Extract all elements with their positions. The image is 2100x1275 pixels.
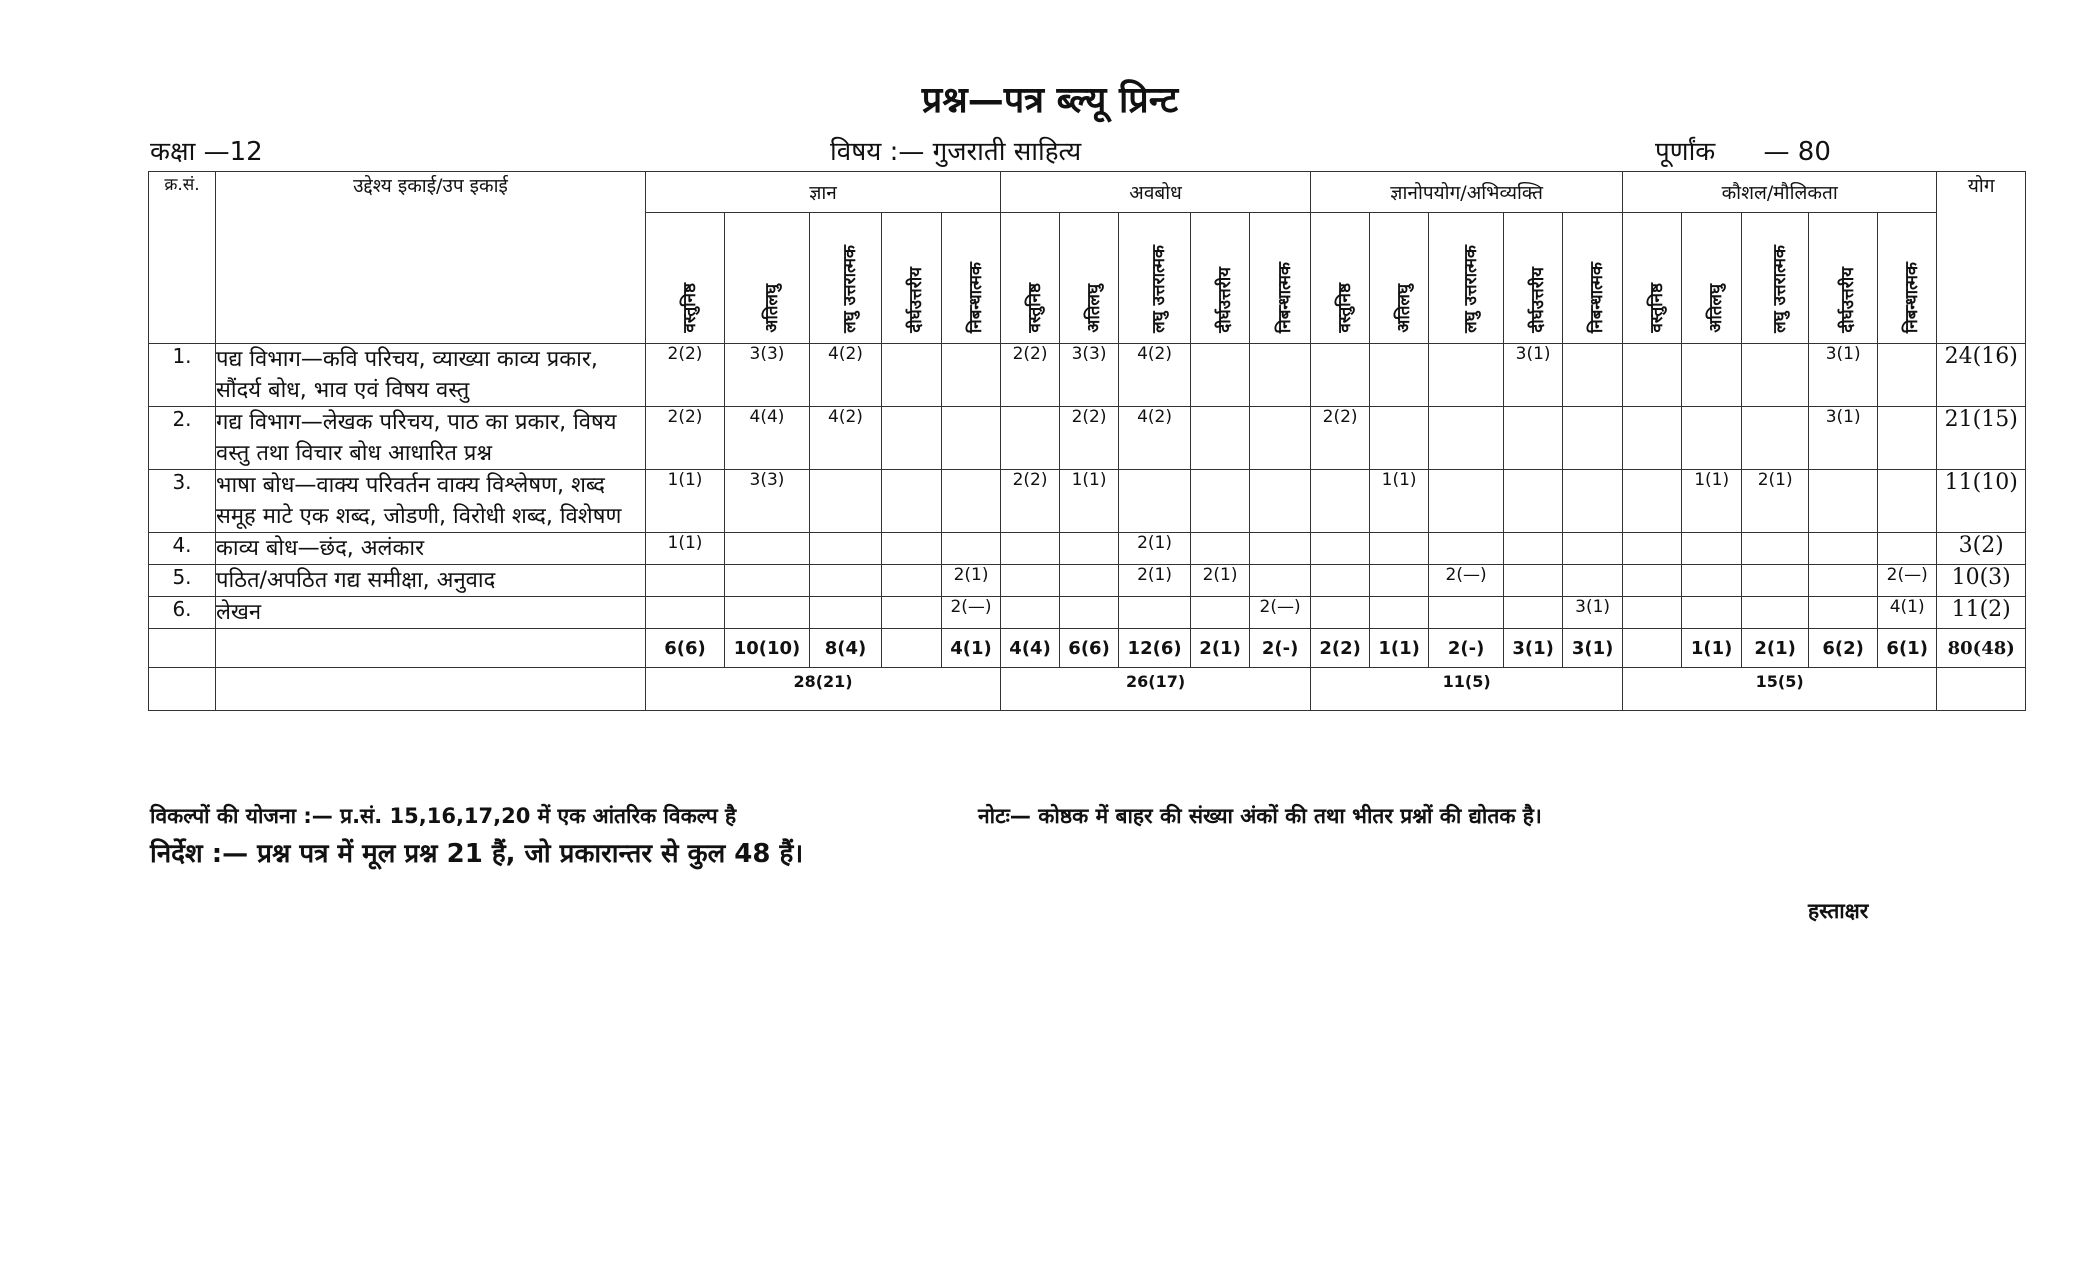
column-total: 1(1) [1682, 629, 1742, 668]
column-total: 2(1) [1191, 629, 1250, 668]
group-total: 11(5) [1311, 668, 1623, 711]
subcolumn-header [1623, 213, 1682, 344]
group-header-knowledge: ज्ञान [646, 172, 1001, 213]
marks-cell [1682, 565, 1742, 597]
marks-cell: 4(1) [1878, 597, 1937, 629]
marks-cell [1563, 407, 1623, 470]
marks-cell [1001, 533, 1060, 565]
subcolumn-label: अतिलघु [1393, 284, 1414, 333]
column-total [882, 629, 942, 668]
subcolumn-label: लघु उत्तरात्मक [1769, 245, 1790, 333]
subcolumn-header [1250, 213, 1311, 344]
subcolumn-label: दीर्घउत्तरीय [1837, 267, 1858, 333]
group-header-skill: कौशल/मौलिकता [1623, 172, 1937, 213]
row-serial: 2. [149, 407, 216, 470]
marks-cell [1682, 344, 1742, 407]
marks-cell [1060, 533, 1119, 565]
marks-cell [942, 533, 1001, 565]
full-marks [1655, 132, 1831, 168]
column-total: 6(1) [1878, 629, 1937, 668]
marks-cell: 2(—) [1250, 597, 1311, 629]
marks-cell [1623, 344, 1682, 407]
column-total: 1(1) [1370, 629, 1429, 668]
marks-cell [725, 565, 810, 597]
marks-cell [882, 470, 942, 533]
marks-cell [810, 533, 882, 565]
subcolumn-header [1878, 213, 1937, 344]
row-serial: 3. [149, 470, 216, 533]
total-header: योग [1937, 172, 2026, 344]
marks-cell [1191, 597, 1250, 629]
marks-cell [1250, 565, 1311, 597]
totals-blank [216, 629, 646, 668]
marks-cell: 1(1) [646, 470, 725, 533]
subcolumn-header [1191, 213, 1250, 344]
marks-cell [942, 407, 1001, 470]
column-total: 2(-) [1429, 629, 1504, 668]
subcolumn-header [882, 213, 942, 344]
marks-cell [1878, 344, 1937, 407]
marks-cell [1809, 470, 1878, 533]
marks-cell [810, 470, 882, 533]
column-total: 4(1) [942, 629, 1001, 668]
marks-cell [1809, 565, 1878, 597]
marks-cell [1504, 597, 1563, 629]
marks-cell [882, 533, 942, 565]
marks-cell: 2(2) [1311, 407, 1370, 470]
options-note: विकल्पों की योजना :— प्र.सं. 15,16,17,20 में एक आंतरिक विकल्प है [150, 804, 737, 828]
row-unit: लेखन [216, 597, 646, 629]
marks-cell [1001, 565, 1060, 597]
group-total: 15(5) [1623, 668, 1937, 711]
row-serial: 1. [149, 344, 216, 407]
marks-cell [810, 597, 882, 629]
marks-cell [942, 470, 1001, 533]
marks-cell [1311, 470, 1370, 533]
marks-cell: 3(3) [725, 470, 810, 533]
group-totals-blank [216, 668, 646, 711]
column-total: 6(2) [1809, 629, 1878, 668]
marks-cell [646, 597, 725, 629]
marks-cell [1504, 565, 1563, 597]
subcolumn-label: निबन्धात्मक [1274, 261, 1295, 333]
marks-cell [942, 344, 1001, 407]
marks-cell [1809, 533, 1878, 565]
marks-cell: 1(1) [646, 533, 725, 565]
marks-cell: 3(1) [1809, 407, 1878, 470]
marks-cell [1878, 470, 1937, 533]
table-row [149, 533, 2026, 565]
marks-cell [1742, 565, 1809, 597]
table-row [149, 407, 2026, 470]
marks-cell [1119, 470, 1191, 533]
subcolumn-header [1682, 213, 1742, 344]
table-row [149, 597, 2026, 629]
subcolumn-label: वस्तुनिष्ठ [1024, 283, 1045, 333]
column-total: 3(1) [1504, 629, 1563, 668]
marks-cell [1742, 344, 1809, 407]
marks-cell: 1(1) [1682, 470, 1742, 533]
blueprint-table [148, 171, 2026, 711]
group-totals-blank [1937, 668, 2026, 711]
full-marks-label: पूर्णांक [1655, 137, 1716, 167]
marks-cell [1563, 533, 1623, 565]
marks-cell [882, 597, 942, 629]
marks-cell: 4(2) [810, 407, 882, 470]
marks-cell [1682, 597, 1742, 629]
subcolumn-header [1563, 213, 1623, 344]
marks-cell [1311, 597, 1370, 629]
marks-cell [1623, 470, 1682, 533]
marks-cell [810, 565, 882, 597]
marks-cell [1623, 565, 1682, 597]
marks-cell [1429, 597, 1504, 629]
marks-cell [1563, 344, 1623, 407]
marks-cell: 2(1) [1742, 470, 1809, 533]
row-unit: गद्य विभाग—लेखक परिचय, पाठ का प्रकार, विषय वस्तु तथा विचार बोध आधारित प्रश्न [216, 407, 646, 470]
marks-cell [1311, 533, 1370, 565]
marks-cell [1370, 344, 1429, 407]
marks-cell [1429, 470, 1504, 533]
marks-cell [1191, 533, 1250, 565]
signature-label: हस्ताक्षर [1808, 899, 1869, 923]
marks-cell: 4(2) [1119, 407, 1191, 470]
subject-label: विषय :— गुजराती साहित्य [830, 137, 1082, 167]
marks-cell: 3(1) [1504, 344, 1563, 407]
group-total: 28(21) [646, 668, 1001, 711]
column-total: 4(4) [1001, 629, 1060, 668]
marks-cell [1742, 407, 1809, 470]
row-serial: 5. [149, 565, 216, 597]
class-label: कक्षा —12 [150, 137, 263, 167]
marks-cell [1191, 344, 1250, 407]
table-row [149, 470, 2026, 533]
marks-cell [1250, 344, 1311, 407]
totals-row [149, 629, 2026, 668]
marks-cell [1429, 407, 1504, 470]
group-header-understanding: अवबोध [1001, 172, 1311, 213]
column-total: 2(2) [1311, 629, 1370, 668]
marks-cell [1878, 407, 1937, 470]
marks-cell: 3(1) [1809, 344, 1878, 407]
marks-cell: 2(2) [1060, 407, 1119, 470]
subcolumn-label: अतिलघु [761, 284, 782, 333]
direction-note: निर्देश :— प्रश्न पत्र में मूल प्रश्न 21 हैं, जो प्रकारान्तर से कुल 48 हैं। [150, 839, 804, 869]
marks-cell: 2(—) [1878, 565, 1937, 597]
subcolumn-header [646, 213, 725, 344]
subcolumn-header [1742, 213, 1809, 344]
subcolumn-header [1504, 213, 1563, 344]
subcolumn-header [1370, 213, 1429, 344]
marks-cell [1311, 344, 1370, 407]
column-total: 12(6) [1119, 629, 1191, 668]
marks-cell [1191, 470, 1250, 533]
subcolumn-label: अतिलघु [1706, 284, 1727, 333]
group-totals-blank [149, 668, 216, 711]
subcolumn-label: निबन्धात्मक [1901, 261, 1922, 333]
row-total: 11(10) [1937, 470, 2026, 533]
subcolumn-header [1311, 213, 1370, 344]
subcolumn-label: वस्तुनिष्ठ [1646, 283, 1667, 333]
marks-cell [1429, 533, 1504, 565]
page-title: प्रश्न—पत्र ब्ल्यू प्रिन्ट [921, 80, 1179, 121]
marks-cell: 3(1) [1563, 597, 1623, 629]
marks-cell [882, 344, 942, 407]
marks-cell: 2(2) [1001, 344, 1060, 407]
marks-cell: 3(3) [725, 344, 810, 407]
subcolumn-label: निबन्धात्मक [965, 261, 986, 333]
marks-cell [1370, 565, 1429, 597]
marks-cell [1370, 407, 1429, 470]
group-total: 26(17) [1001, 668, 1311, 711]
subcolumn-label: दीर्घउत्तरीय [1527, 267, 1548, 333]
marks-cell [1504, 533, 1563, 565]
subcolumn-label: निबन्धात्मक [1587, 261, 1608, 333]
table-row [149, 344, 2026, 407]
marks-cell [725, 533, 810, 565]
marks-cell [1623, 597, 1682, 629]
marks-cell [1370, 533, 1429, 565]
full-marks-value: — 80 [1763, 137, 1831, 167]
totals-blank [149, 629, 216, 668]
marks-cell: 2(1) [1119, 533, 1191, 565]
subcolumn-header [1429, 213, 1504, 344]
row-total: 21(15) [1937, 407, 2026, 470]
marks-cell: 3(3) [1060, 344, 1119, 407]
marks-cell [1563, 565, 1623, 597]
marks-cell: 2(1) [942, 565, 1001, 597]
marks-cell [1682, 533, 1742, 565]
subcolumn-header [725, 213, 810, 344]
marks-cell [1250, 533, 1311, 565]
column-total: 6(6) [646, 629, 725, 668]
group-totals-row [149, 668, 2026, 711]
column-total: 10(10) [725, 629, 810, 668]
marks-cell [882, 407, 942, 470]
subcolumn-header [810, 213, 882, 344]
marks-cell: 1(1) [1370, 470, 1429, 533]
marks-cell [1119, 597, 1191, 629]
marks-cell: 2(2) [646, 344, 725, 407]
group-header-application: ज्ञानोपयोग/अभिव्यक्ति [1311, 172, 1623, 213]
subcolumn-header [1119, 213, 1191, 344]
column-total: 2(-) [1250, 629, 1311, 668]
marks-cell: 4(4) [725, 407, 810, 470]
marks-cell [1429, 344, 1504, 407]
column-total: 6(6) [1060, 629, 1119, 668]
marks-cell: 2(1) [1119, 565, 1191, 597]
column-total [1623, 629, 1682, 668]
subcolumn-header [1060, 213, 1119, 344]
subcolumn-label: दीर्घउत्तरीय [1214, 267, 1235, 333]
marks-cell [882, 565, 942, 597]
marks-cell [1504, 407, 1563, 470]
row-total: 3(2) [1937, 533, 2026, 565]
row-serial: 6. [149, 597, 216, 629]
marks-cell [1504, 470, 1563, 533]
row-serial: 4. [149, 533, 216, 565]
marks-cell [1311, 565, 1370, 597]
bracket-note: नोटः— कोष्ठक में बाहर की संख्या अंकों की तथा भीतर प्रश्नों की द्योतक है। [978, 804, 1542, 828]
marks-cell: 2(1) [1191, 565, 1250, 597]
row-unit: काव्य बोध—छंद, अलंकार [216, 533, 646, 565]
row-unit: पठित/अपठित गद्य समीक्षा, अनुवाद [216, 565, 646, 597]
subcolumn-header [1809, 213, 1878, 344]
subcolumn-label: लघु उत्तरात्मक [1460, 245, 1481, 333]
marks-cell: 1(1) [1060, 470, 1119, 533]
marks-cell [646, 565, 725, 597]
subcolumn-header [942, 213, 1001, 344]
marks-cell [1742, 533, 1809, 565]
marks-cell [1809, 597, 1878, 629]
marks-cell [1682, 407, 1742, 470]
marks-cell [1250, 470, 1311, 533]
subcolumn-header [1001, 213, 1060, 344]
marks-cell [1060, 565, 1119, 597]
marks-cell: 2(2) [646, 407, 725, 470]
marks-cell [1001, 597, 1060, 629]
table-row [149, 565, 2026, 597]
marks-cell [1563, 470, 1623, 533]
marks-cell: 4(2) [1119, 344, 1191, 407]
row-total: 24(16) [1937, 344, 2026, 407]
subcolumn-label: लघु उत्तरात्मक [1149, 245, 1170, 333]
row-unit: पद्य विभाग—कवि परिचय, व्याख्या काव्य प्रकार, सौंदर्य बोध, भाव एवं विषय वस्तु [216, 344, 646, 407]
unit-header: उद्देश्य इकाई/उप इकाई [216, 172, 646, 344]
column-total: 3(1) [1563, 629, 1623, 668]
marks-cell [1623, 533, 1682, 565]
marks-cell [1370, 597, 1429, 629]
column-total: 2(1) [1742, 629, 1809, 668]
marks-cell [725, 597, 810, 629]
marks-cell: 2(2) [1001, 470, 1060, 533]
marks-cell: 4(2) [810, 344, 882, 407]
marks-cell [1878, 533, 1937, 565]
subcolumn-label: अतिलघु [1083, 284, 1104, 333]
subcolumn-label: लघु उत्तरात्मक [840, 245, 860, 333]
grand-total: 80(48) [1937, 629, 2026, 668]
marks-cell [1250, 407, 1311, 470]
column-total: 8(4) [810, 629, 882, 668]
marks-cell: 2(—) [942, 597, 1001, 629]
subcolumn-label: वस्तुनिष्ठ [679, 283, 700, 333]
marks-cell: 2(—) [1429, 565, 1504, 597]
subcolumn-label: दीर्घउत्तरीय [906, 267, 926, 333]
marks-cell [1191, 407, 1250, 470]
row-total: 10(3) [1937, 565, 2026, 597]
marks-cell [1742, 597, 1809, 629]
serial-header: क्र.सं. [149, 172, 216, 344]
marks-cell [1623, 407, 1682, 470]
marks-cell [1001, 407, 1060, 470]
row-unit: भाषा बोध—वाक्य परिवर्तन वाक्य विश्लेषण, शब्द समूह माटे एक शब्द, जोडणी, विरोधी शब्द, विशेषण [216, 470, 646, 533]
subcolumn-label: वस्तुनिष्ठ [1334, 283, 1355, 333]
marks-cell [1060, 597, 1119, 629]
row-total: 11(2) [1937, 597, 2026, 629]
